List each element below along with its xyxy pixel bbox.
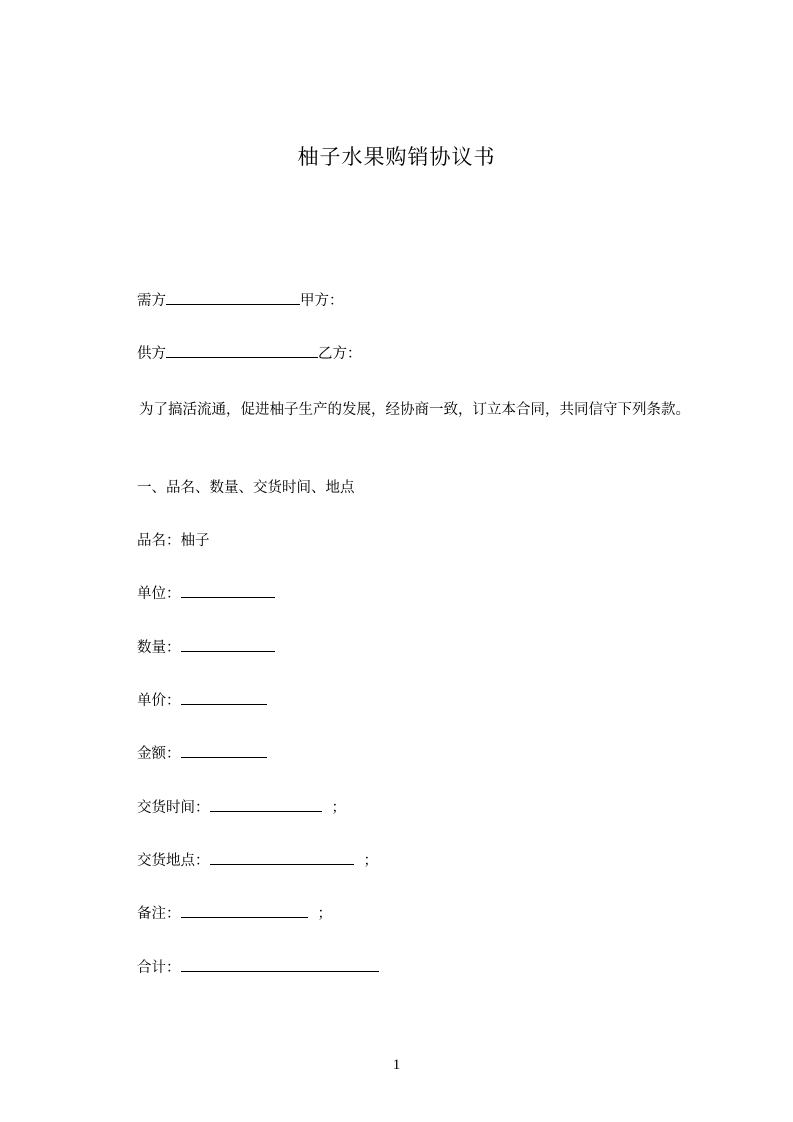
delivery-time-label: 交货时间：: [137, 800, 210, 816]
unit-price-blank: [181, 690, 267, 705]
document-title: 柚子水果购销协议书: [297, 145, 496, 169]
remarks-blank: [181, 903, 308, 918]
section-1-heading: 一、品名、数量、交货时间、地点: [137, 480, 355, 496]
unit-price-label: 单价：: [137, 693, 181, 709]
remarks-line: [137, 903, 332, 924]
buyer-label: 需方: [137, 293, 166, 309]
product-name-line: 品名：柚子: [137, 533, 210, 549]
delivery-time-semicolon: ；: [331, 800, 346, 816]
delivery-time-blank: [210, 797, 322, 812]
quantity-label: 数量：: [137, 640, 181, 656]
buyer-line: [137, 290, 344, 311]
seller-line: [137, 343, 362, 364]
delivery-time-line: [137, 797, 346, 818]
unit-line: [137, 583, 275, 604]
quantity-blank: [181, 637, 275, 652]
unit-label: 单位：: [137, 586, 181, 602]
buyer-blank: [166, 290, 300, 305]
delivery-place-semicolon: ；: [363, 853, 378, 869]
total-blank: [181, 957, 379, 972]
total-label: 合计：: [137, 960, 181, 976]
total-line: [137, 957, 379, 978]
party-b-label: 乙方：: [318, 346, 362, 362]
delivery-place-label: 交货地点：: [137, 853, 210, 869]
amount-line: [137, 743, 267, 764]
seller-label: 供方: [137, 346, 166, 362]
amount-blank: [181, 743, 267, 758]
amount-label: 金额：: [137, 746, 181, 762]
unit-price-line: [137, 690, 267, 711]
party-a-label: 甲方：: [300, 293, 344, 309]
remarks-semicolon: ；: [317, 906, 332, 922]
delivery-place-line: [137, 850, 378, 871]
intro-paragraph: 为了搞活流通，促进柚子生产的发展，经协商一致，订立本合同，共同信守下列条款。: [139, 402, 690, 418]
seller-blank: [166, 343, 318, 358]
quantity-line: [137, 637, 275, 658]
page-number: 1: [392, 1057, 401, 1073]
delivery-place-blank: [210, 850, 354, 865]
remarks-label: 备注：: [137, 906, 181, 922]
unit-blank: [181, 583, 275, 598]
